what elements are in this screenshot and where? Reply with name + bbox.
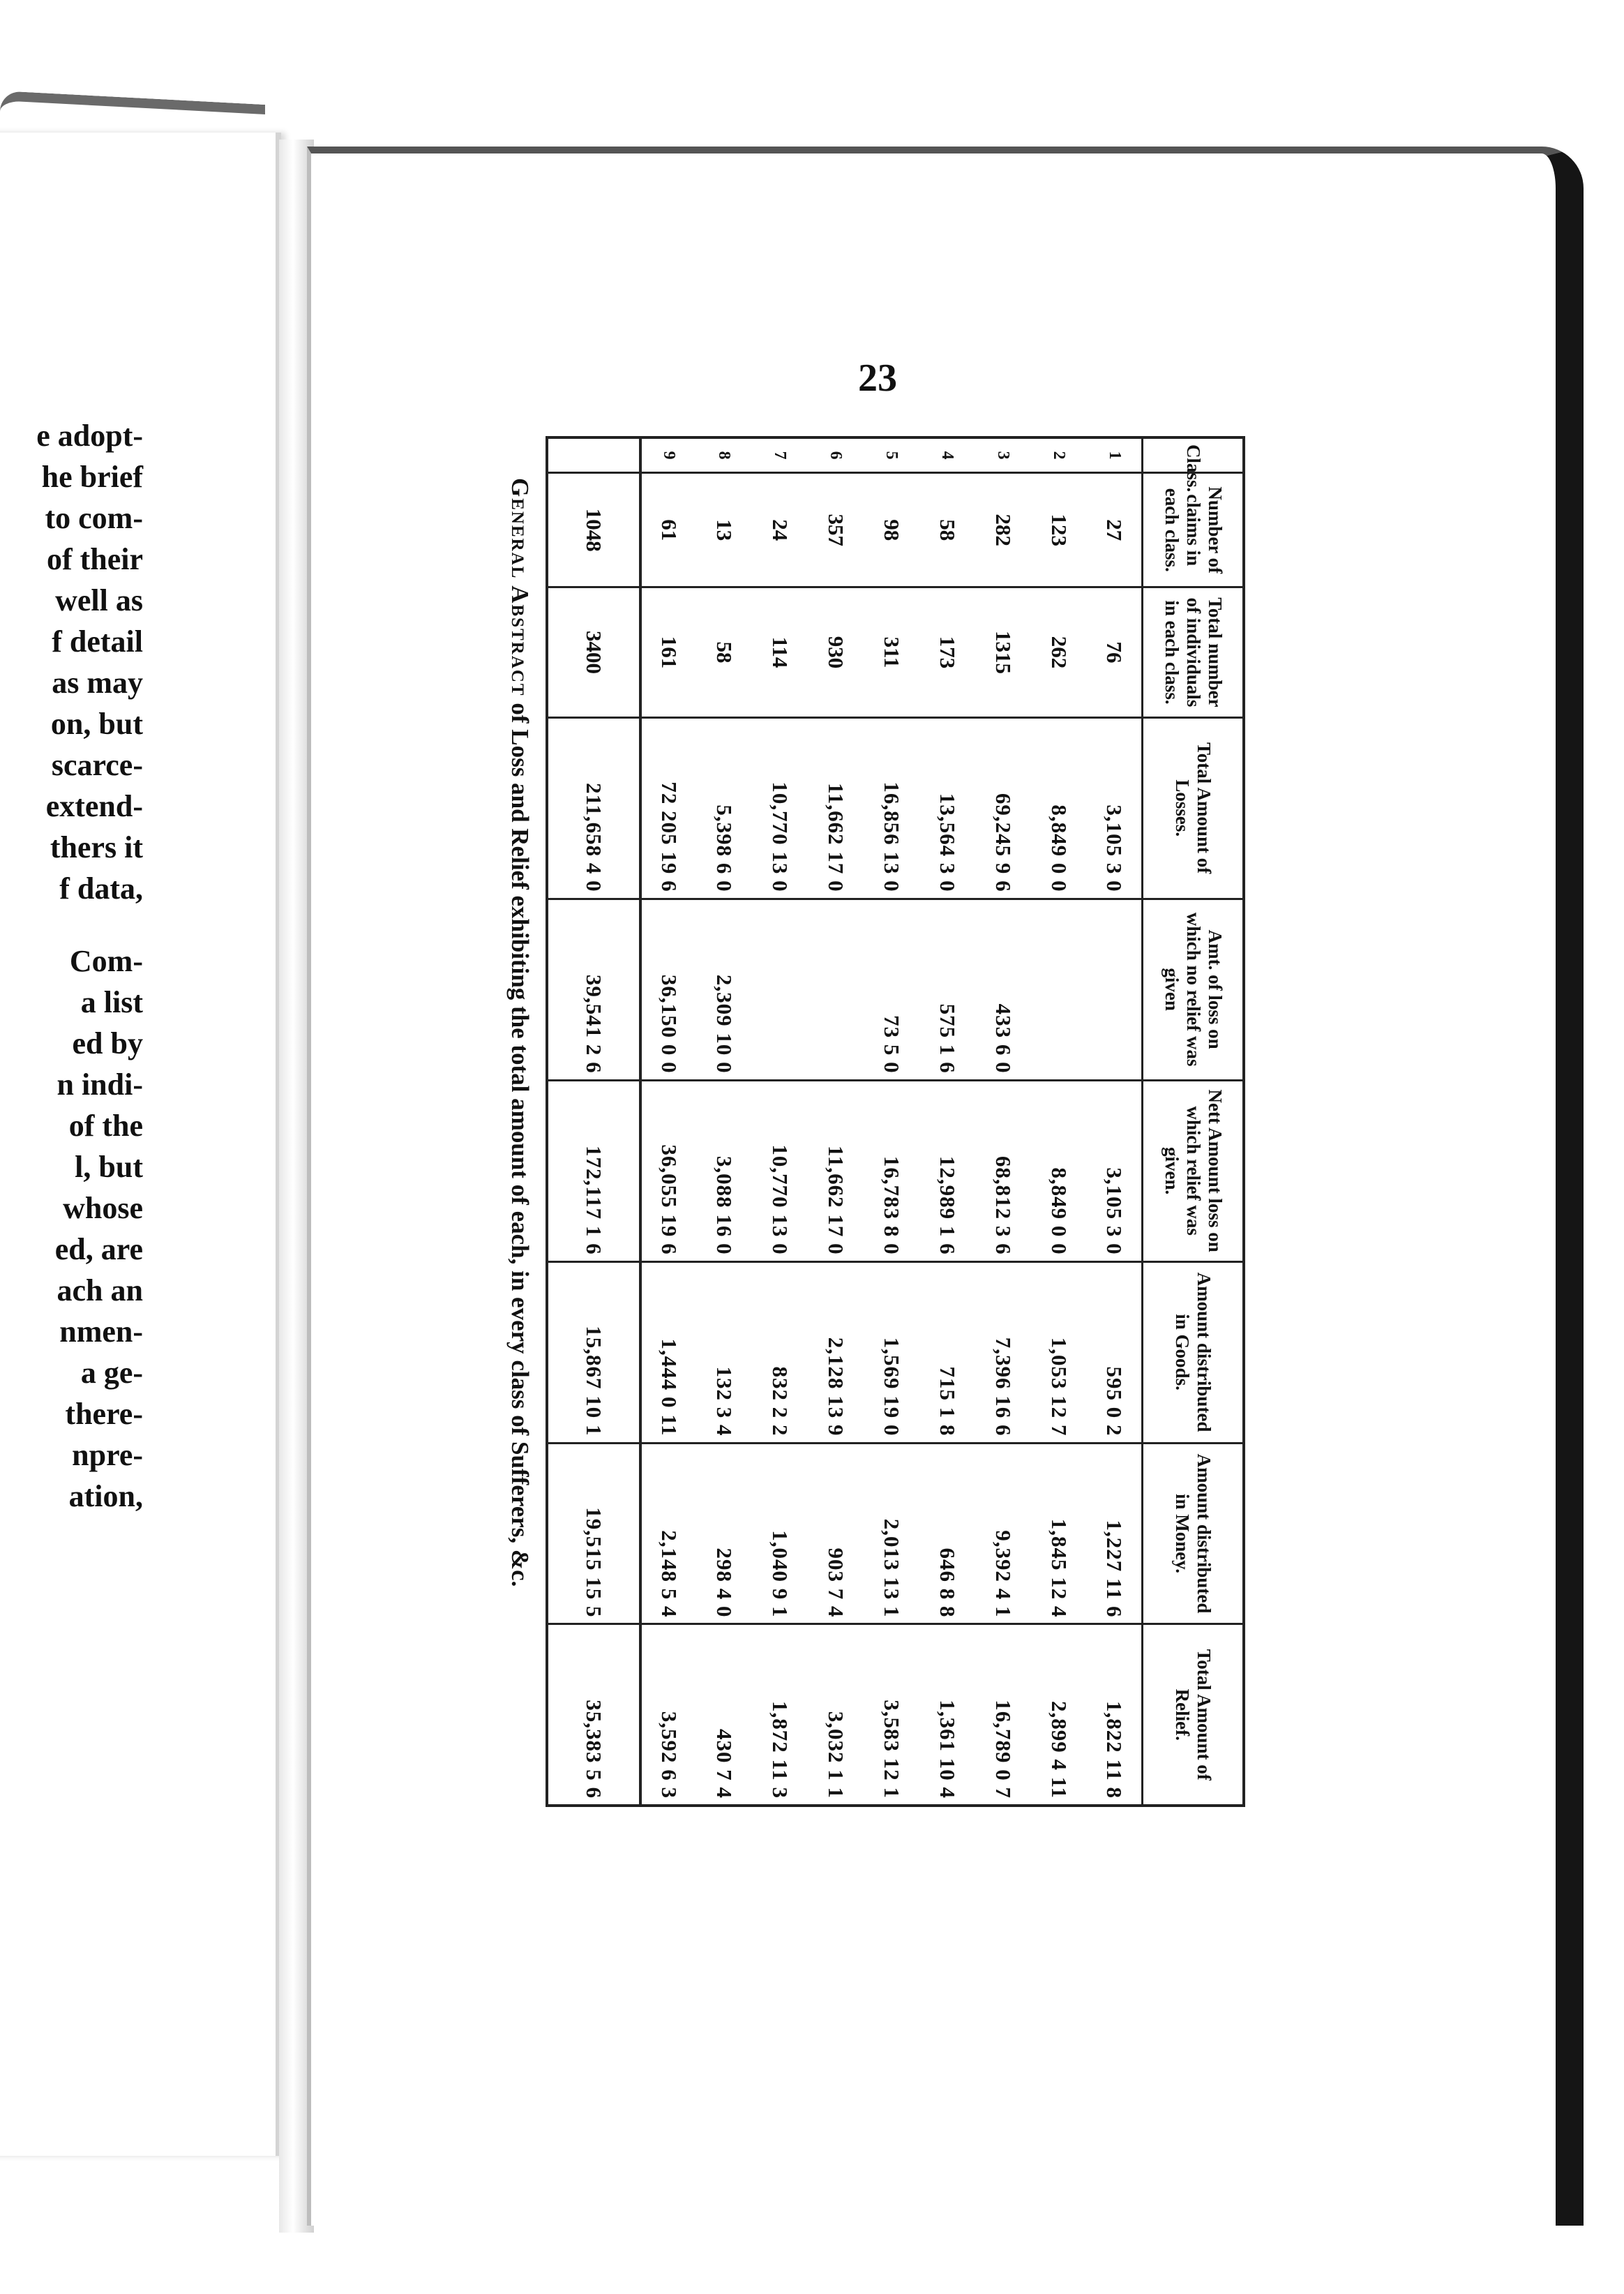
cell-individuals: 1315 [975,587,1031,717]
left-text-line: ach an [57,1273,143,1307]
cell-relief-given: 8,849 0 0 [1031,1080,1087,1261]
left-text-line: on, but [50,707,143,741]
cell-money: 1,845 12 4 [1031,1443,1087,1624]
cell-class: 6 [808,437,864,473]
table-row [1087,437,1143,1806]
header-total-losses: Total Amount of Losses. [1143,717,1244,899]
cell-class: 2 [1031,437,1087,473]
cell-class: 9 [640,437,696,473]
table-row [808,437,864,1806]
left-text-line: as may [52,666,143,700]
cell-money: 903 7 4 [808,1443,864,1624]
left-text-line: f detail [52,624,143,659]
cell-no-relief: 73 5 0 [864,899,919,1080]
table-body [547,437,1244,1806]
cell-class: 4 [919,437,975,473]
header-row [1143,437,1244,1806]
cell-goods: 1,569 19 0 [864,1261,919,1443]
left-text-line: e adopt- [36,419,143,453]
cell-no-relief: 36,150 0 0 [640,899,696,1080]
cell-no-relief: 2,309 10 0 [696,899,752,1080]
cell-goods: 7,396 16 6 [975,1261,1031,1443]
cell-relief-given: 10,770 13 0 [752,1080,808,1261]
header-money: Amount distributed in Money. [1143,1443,1244,1624]
left-text-line: whose [63,1191,143,1225]
header-claims: Number of claims in each class. [1143,473,1244,587]
left-text-line: nmen- [59,1314,143,1349]
cell-relief-given: 3,105 3 0 [1087,1080,1143,1261]
cell-relief-given: 172,117 1 6 [547,1080,640,1261]
cell-individuals: 262 [1031,587,1087,717]
left-text-line: n indi- [57,1067,143,1102]
table-row [975,437,1031,1806]
cell-money: 1,040 9 1 [752,1443,808,1624]
cell-individuals: 930 [808,587,864,717]
left-text-line: ed by [72,1026,143,1060]
cell-money: 298 4 0 [696,1443,752,1624]
cell-total-relief: 16,789 0 7 [975,1624,1031,1806]
cell-no-relief: 575 1 6 [919,899,975,1080]
cell-total-losses: 69,245 9 6 [975,717,1031,899]
cell-individuals: 311 [864,587,919,717]
left-text-line: l, but [75,1150,143,1184]
left-text-line: a ge- [80,1356,143,1390]
cell-claims: 1048 [547,473,640,587]
cell-total-relief: 35,383 5 6 [547,1624,640,1806]
cell-money: 2,013 13 1 [864,1443,919,1624]
table-title-rest: of Loss and Relief exhibiting the total amount of each, in every class of Sufferers, &c. [506,696,534,1587]
cell-no-relief [752,899,808,1080]
abstract-table [546,436,1245,1807]
left-text-line: there- [65,1397,143,1431]
left-text-line: to com- [45,501,143,535]
cell-total-relief: 430 7 4 [696,1624,752,1806]
cell-relief-given: 68,812 3 6 [975,1080,1031,1261]
left-text-line: f data, [59,871,143,906]
cell-total-losses: 211,658 4 0 [547,717,640,899]
cell-goods: 1,444 0 11 [640,1261,696,1443]
cell-money: 9,392 4 1 [975,1443,1031,1624]
left-text-line: ation, [68,1479,143,1513]
header-no-relief: Amt. of loss on which no relief was given [1143,899,1244,1080]
left-text-gap [0,909,143,940]
left-text-line: he brief [41,460,143,494]
cell-relief-given: 16,783 8 0 [864,1080,919,1261]
cell-claims: 27 [1087,473,1143,587]
cell-class: 5 [864,437,919,473]
cell-total-losses: 5,398 6 0 [696,717,752,899]
table-title-lead: General Abstract [506,478,534,697]
cell-no-relief [1031,899,1087,1080]
cell-total-relief: 1,361 10 4 [919,1624,975,1806]
cell-individuals: 173 [919,587,975,717]
cell-total-losses: 3,105 3 0 [1087,717,1143,899]
left-text-line: Com- [69,944,143,978]
cell-money: 646 8 8 [919,1443,975,1624]
table-row [864,437,919,1806]
cell-claims: 24 [752,473,808,587]
cell-relief-given: 11,662 17 0 [808,1080,864,1261]
cell-total-losses: 10,770 13 0 [752,717,808,899]
left-text-line: well as [55,583,143,617]
cell-money: 1,227 11 6 [1087,1443,1143,1624]
cell-individuals: 3400 [547,587,640,717]
cell-individuals: 114 [752,587,808,717]
left-text-line: of their [46,542,143,576]
cell-class [547,437,640,473]
cell-total-relief: 1,822 11 8 [1087,1624,1143,1806]
cell-claims: 282 [975,473,1031,587]
left-text-line: of the [68,1109,143,1143]
cell-goods: 15,867 10 1 [547,1261,640,1443]
cell-goods: 2,128 13 9 [808,1261,864,1443]
header-goods: Amount distributed in Goods. [1143,1261,1244,1443]
cell-total-relief: 3,592 6 3 [640,1624,696,1806]
table-row [640,437,696,1806]
cell-individuals: 58 [696,587,752,717]
cell-claims: 123 [1031,473,1087,587]
cell-money: 19,515 15 5 [547,1443,640,1624]
left-text-line: a list [80,985,143,1019]
left-text-line: npre- [72,1438,143,1472]
header-total-relief: Total Amount of Relief. [1143,1624,1244,1806]
table-row [696,437,752,1806]
cell-claims: 58 [919,473,975,587]
table-row [919,437,975,1806]
cell-relief-given: 36,055 19 6 [640,1080,696,1261]
cell-individuals: 76 [1087,587,1143,717]
cell-class: 7 [752,437,808,473]
cell-total-losses: 8,849 0 0 [1031,717,1087,899]
cell-class: 3 [975,437,1031,473]
cell-goods: 832 2 2 [752,1261,808,1443]
cell-total-relief: 1,872 11 3 [752,1624,808,1806]
left-text-line: thers it [50,830,143,864]
left-page-text [0,415,143,1517]
cell-claims: 13 [696,473,752,587]
cell-total-losses: 13,564 3 0 [919,717,975,899]
rotated-abstract [499,436,1266,1807]
header-relief-given: Nett Amount loss on which relief was given. [1143,1080,1244,1261]
cell-money: 2,148 5 4 [640,1443,696,1624]
cell-claims: 98 [864,473,919,587]
cell-total-losses: 72 205 19 6 [640,717,696,899]
left-text-line: scarce- [51,748,143,782]
left-text-line: ed, are [54,1232,143,1266]
left-text-line: extend- [45,789,143,823]
cell-claims: 357 [808,473,864,587]
cell-no-relief [1087,899,1143,1080]
cell-goods: 132 3 4 [696,1261,752,1443]
totals-row [547,437,640,1806]
table-row [752,437,808,1806]
cell-total-losses: 11,662 17 0 [808,717,864,899]
cell-goods: 595 0 2 [1087,1261,1143,1443]
page-number: 23 [858,357,897,400]
cell-total-relief: 3,583 12 1 [864,1624,919,1806]
cell-total-losses: 16,856 13 0 [864,717,919,899]
cell-no-relief [808,899,864,1080]
table-title [499,478,541,1817]
cell-no-relief: 39,541 2 6 [547,899,640,1080]
cell-claims: 61 [640,473,696,587]
cell-goods: 715 1 8 [919,1261,975,1443]
cell-total-relief: 2,899 4 11 [1031,1624,1087,1806]
cell-total-relief: 3,032 1 1 [808,1624,864,1806]
header-class: Class. [1143,437,1244,473]
cell-relief-given: 3,088 16 0 [696,1080,752,1261]
cell-class: 8 [696,437,752,473]
header-individuals: Total number of individuals in each class. [1143,587,1244,717]
cell-relief-given: 12,989 1 6 [919,1080,975,1261]
cell-individuals: 161 [640,587,696,717]
cell-no-relief: 433 6 0 [975,899,1031,1080]
cell-class: 1 [1087,437,1143,473]
cell-goods: 1,053 12 7 [1031,1261,1087,1443]
table-row [1031,437,1087,1806]
